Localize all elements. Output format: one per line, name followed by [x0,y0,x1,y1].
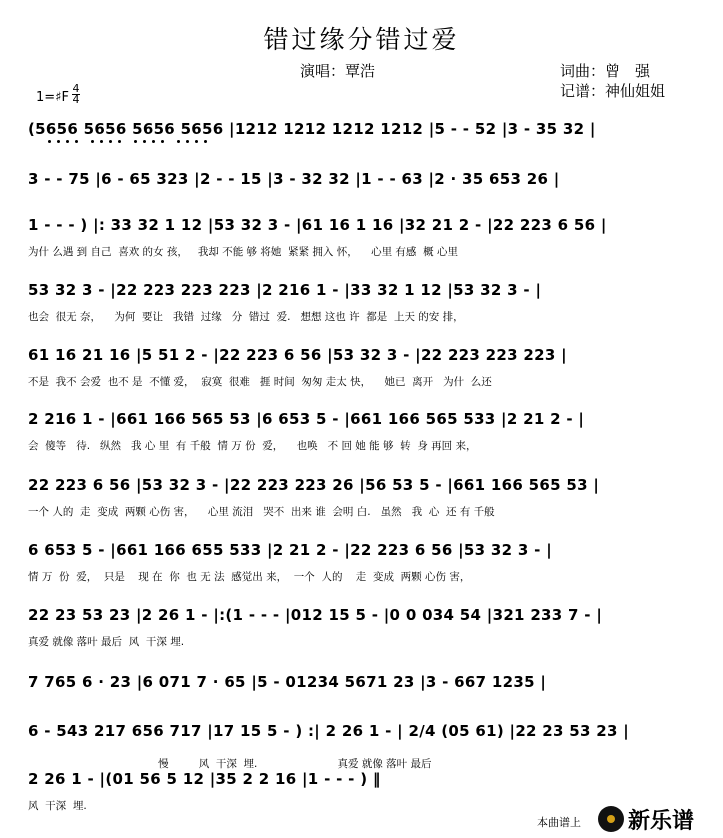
lyric-line: 为什 么遇 到 自己 喜欢 的女 孩， 我却 不能 够 将她 紧紧 拥入 怀， 心里 有感 概 心里 [28,246,458,258]
notation-line: (5656 5656 5656 5656 |1212 1212 1212 1212 |5 - - 52 |3 - 35 32 | [28,120,596,138]
site-logo-text: 新乐谱 [628,809,695,834]
lyric-line: 也会 很无 奈， 为何 要让 我错 过缘 分 错过 爱. 想想 这也 许 都是 上天 的安 排， [28,311,464,323]
notation-line: 61 16 21 16 |5 51 2 - |22 223 6 56 |53 32 3 - |22 223 223 223 | [28,346,567,364]
lyric-line: 一个 人的 走 变成 两颗 心伤 害， 心里 流泪 哭不 出来 谁 会明 白. 虽然 我 心 还 有 千般 [28,506,495,518]
notation-line: 3 - - 75 |6 - 65 323 |2 - - 15 |3 - 32 32 |1 - - 63 |2 · 35 653 26 | [28,170,560,188]
transcriber-credit: 记谱：神仙姐姐 [560,82,666,100]
composer-credit: 词曲：曾 强 [560,62,651,80]
notation-line: 22 223 6 56 |53 32 3 - |22 223 223 26 |56 53 5 - |661 166 565 53 | [28,476,600,494]
octave-dots [28,140,688,158]
notation-line: 7 765 6 · 23 |6 071 7 · 65 |5 - 01234 5671 23 |3 - 667 1235 | [28,673,547,691]
footer-label: 本曲谱上 [537,816,581,829]
key-signature: 1=♯F [36,90,69,105]
lyric-line: 会 傻等 待. 纵然 我 心 里 有 千般 情 万 份 爱， 也唤 不 回 她 能 够 转 身 再回 来， [28,440,477,452]
notation-line: 22 23 53 23 |2 26 1 - |:(1 - - - |012 15 5 - |0 0 034 54 |321 233 7 - | [28,606,603,624]
notation-line: 2 26 1 - |(01 56 5 12 |35 2 2 16 |1 - - - ) ‖ [28,770,381,788]
notation-line: 53 32 3 - |22 223 223 223 |2 216 1 - |33 32 1 12 |53 32 3 - | [28,281,542,299]
song-title: 错过缘分错过爱 [263,25,460,54]
time-signature: 4 4 [72,82,80,106]
lyric-line: 慢 风 干深 埋. 真爱 就像 落叶 最后 [28,758,432,770]
notation-line: 6 - 543 217 656 717 |17 15 5 - ) :| 2 26 1 - | 2/4 (05 61) |22 23 53 23 | [28,722,630,740]
lyric-line: 不是 我不 会爱 也不 是 不懂 爱， 寂寞 很难 捱 时间 匆匆 走太 快， 她已 离开 为什 么还 [28,376,492,388]
lyric-line: 真爱 就像 落叶 最后 风 干深 埋. [28,636,185,648]
lyric-line: 风 干深 埋. [28,800,87,812]
notation-line: 6 653 5 - |661 166 655 533 |2 21 2 - |22 223 6 56 |53 32 3 - | [28,541,552,559]
lyric-line: 情 万 份 爱， 只是 现 在 你 也 无 法 感觉出 来， 一个 人的 走 变成 两颗 心伤 害， [28,571,471,583]
singer-credit: 演唱：覃浩 [300,62,376,80]
record-disc-icon [598,806,624,832]
notation-line: 1 - - - ) |: 33 32 1 12 |53 32 3 - |61 16 1 16 |32 21 2 - |22 223 6 56 | [28,216,607,234]
notation-line: 2 216 1 - |661 166 565 53 |6 653 5 - |661 166 565 533 |2 21 2 - | [28,410,585,428]
